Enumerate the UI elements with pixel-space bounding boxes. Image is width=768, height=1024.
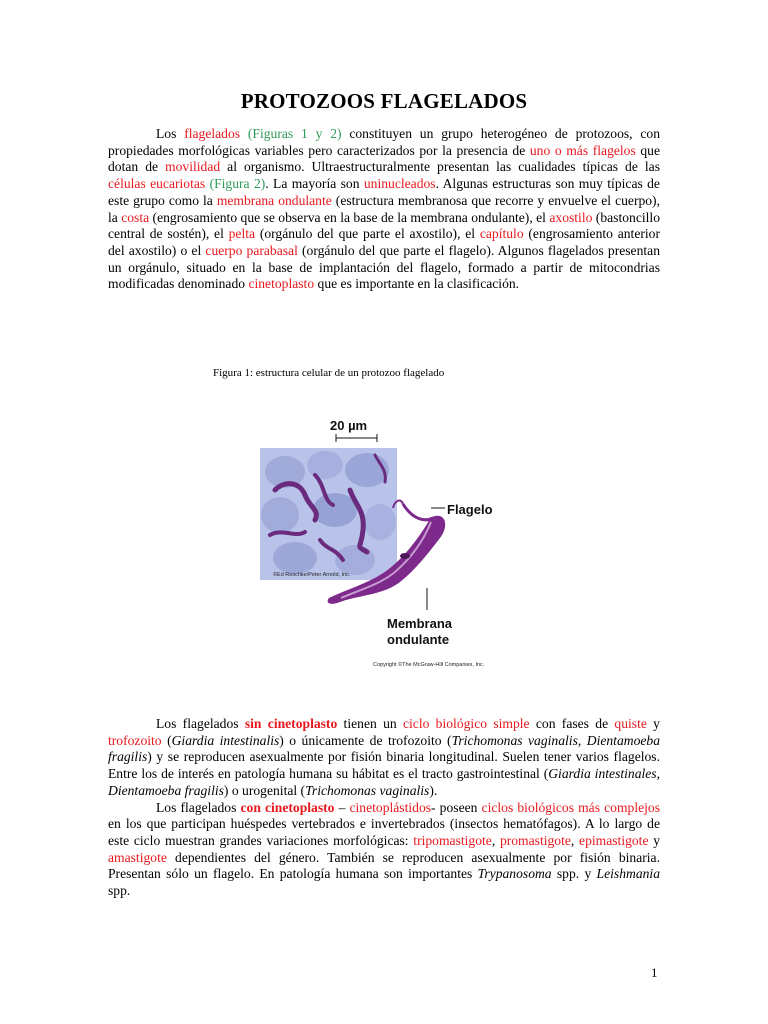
figure-caption: Figura 1: estructura celular de un protozoo flagelado bbox=[213, 367, 445, 379]
label-ondulante: ondulante bbox=[387, 632, 450, 647]
page-number: 1 bbox=[651, 965, 658, 980]
svg-text:20 µm: 20 µm bbox=[330, 418, 368, 433]
label-membrana: Membrana bbox=[387, 616, 453, 631]
intro-paragraph: Los flagelados (Figuras 1 y 2) constituyen un grupo heterogéneo de protozoos, con propiedades morfológicas variables pero caracterizados por la presencia de uno o más flagelos que dotan de movilidad al organismo. Ultraestructuralmente presentan las cualidades típicas de las células eucariotas (Figura 2). La mayoría son uninucleados. Algunas estructuras son muy típicas de este grupo como la membrana ondulante (estructura membranosa que recorre y envuelve el cuerpo), la costa (engrosamiento que se observa en la base de la membrana ondulante), el axostilo (bastoncillo central de sostén), el pelta (orgánulo del que parte el axostilo), el capítulo (engrosamiento anterior del axostilo) o el cuerpo parabasal (orgánulo del que parte el flagelo). Algunos flagelados presentan un orgánulo, situado en la base de implantación del flagelo, formado a partir de mitocondrias modificadas denominado cinetoplasto que es importante en la clasificación. bbox=[108, 126, 661, 292]
flagellate-figure bbox=[255, 410, 515, 672]
paragraph-sin-cinetoplasto: Los flagelados sin cinetoplasto tienen un ciclo biológico simple con fases de quiste y trofozoito (Giardia intestinalis) o únicamente de trofozoito (Trichomonas vaginalis, Dientamoeba fragilis) y se reproducen asexualmente por fisión binaria longitudinal. Suelen tener varios flagelos. Entre los de interés en patología humana su hábitat es el tracto gastrointestinal (Giardia intestinales, Dientamoeba fragilis) o urogenital (Trichomonas vaginalis). bbox=[108, 716, 660, 798]
document-page bbox=[108, 86, 660, 293]
label-flagelo: Flagelo bbox=[447, 502, 493, 517]
page-title: PROTOZOOS FLAGELADOS bbox=[240, 89, 528, 113]
paragraph-con-cinetoplasto: Los flagelados con cinetoplasto – cinetoplástidos- poseen ciclos biológicos más complejos en los que participan huéspedes vertebrados e invertebrados (insectos hematófagos). A lo largo de este ciclo muestran grandes variaciones morfológicas: tripomastigote, promastigote, epimastigote y amastigote dependientes del género. También se reproducen asexualmente por fisión binaria. Presentan sólo un flagelo. En patología humana son importantes Trypanosoma spp. y Leishmania spp. bbox=[108, 799, 661, 899]
body-lower bbox=[108, 716, 660, 900]
copyright-credit: Copyright ©The McGraw-Hill Companies, Inc. bbox=[373, 662, 485, 668]
micrograph bbox=[260, 448, 397, 580]
photo-credit: ©Ed Reschke/Peter Arnold, Inc. bbox=[273, 572, 351, 578]
scale-bar bbox=[330, 418, 377, 442]
